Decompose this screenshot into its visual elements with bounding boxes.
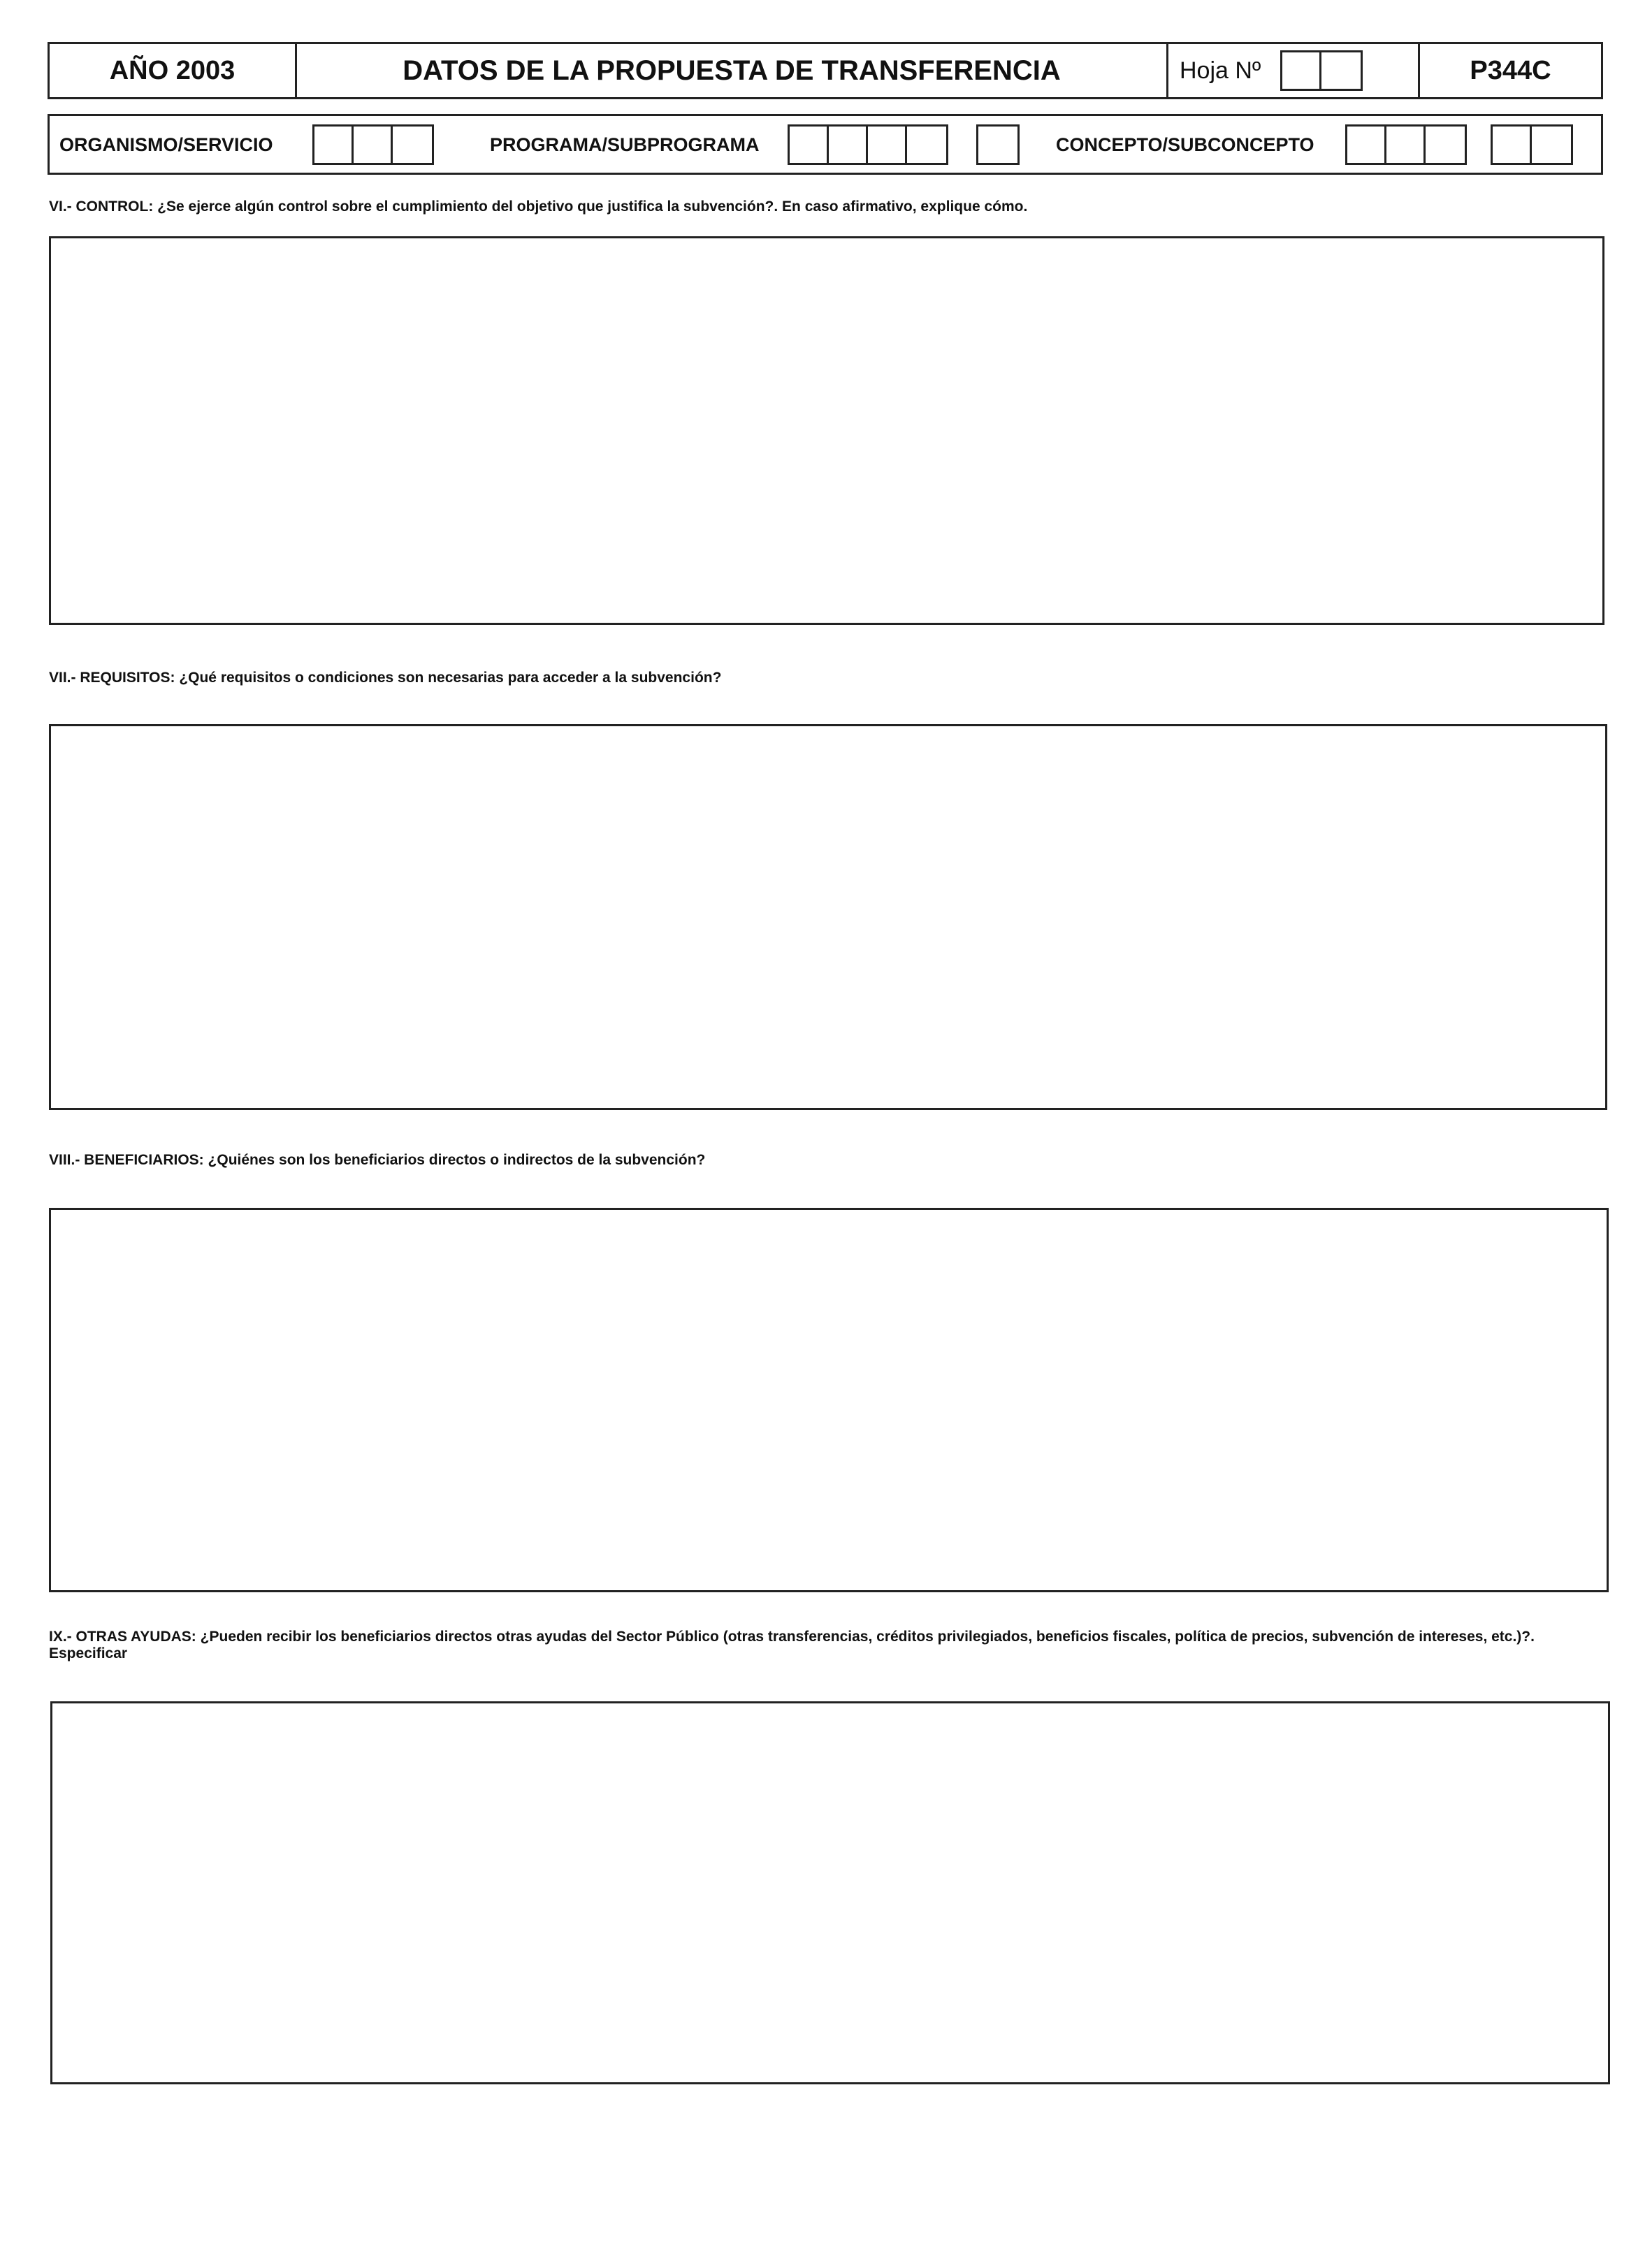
control-answer-box[interactable] xyxy=(49,236,1604,625)
concepto-digit-3[interactable] xyxy=(1426,127,1465,163)
sheet-number-boxes[interactable] xyxy=(1280,50,1363,91)
programa-digit-2[interactable] xyxy=(829,127,868,163)
beneficiarios-question xyxy=(49,1152,1614,1169)
otras-ayudas-prefix: IX.- OTRAS AYUDAS: xyxy=(49,1629,196,1645)
requisitos-question xyxy=(49,670,1614,686)
sheet-number-label: Hoja Nº xyxy=(1180,57,1261,84)
otras-ayudas-answer-box[interactable] xyxy=(50,1701,1610,2084)
control-question xyxy=(49,199,1614,215)
programa-digit-4[interactable] xyxy=(907,127,946,163)
requisitos-answer-box[interactable] xyxy=(49,724,1607,1110)
control-prefix: VI.- CONTROL: xyxy=(49,199,154,215)
otras-ayudas-question xyxy=(49,1629,1614,1662)
form-code: P344C xyxy=(1470,55,1551,85)
requisitos-text: ¿Qué requisitos o condiciones son necesarias para acceder a la subvención? xyxy=(179,670,722,686)
concepto-label: CONCEPTO/SUBCONCEPTO xyxy=(1056,134,1314,155)
programa-code-boxes[interactable] xyxy=(788,124,948,165)
subconcepto-digit-1[interactable] xyxy=(1493,127,1532,163)
form-title: DATOS DE LA PROPUESTA DE TRANSFERENCIA xyxy=(297,44,1168,97)
subconcepto-code-boxes[interactable] xyxy=(1491,124,1573,165)
sheet-digit-2[interactable] xyxy=(1321,52,1361,89)
programa-digit-1[interactable] xyxy=(790,127,829,163)
subprograma-code-box[interactable] xyxy=(976,124,1020,165)
year-label: AÑO 2003 xyxy=(50,44,297,97)
organismo-code-boxes[interactable] xyxy=(312,124,434,165)
requisitos-prefix: VII.- REQUISITOS: xyxy=(49,670,175,686)
concepto-digit-2[interactable] xyxy=(1386,127,1426,163)
organismo-digit-1[interactable] xyxy=(314,127,354,163)
programa-label: PROGRAMA/SUBPROGRAMA xyxy=(490,134,760,155)
concepto-code-boxes[interactable] xyxy=(1345,124,1467,165)
beneficiarios-text: ¿Quiénes son los beneficiarios directos o indirectos de la subvención? xyxy=(208,1152,706,1168)
subprograma-digit-1[interactable] xyxy=(978,127,1017,163)
organismo-label: ORGANISMO/SERVICIO xyxy=(59,134,273,155)
concepto-digit-1[interactable] xyxy=(1347,127,1386,163)
budget-codes-row xyxy=(48,114,1603,175)
form-header xyxy=(48,42,1603,99)
control-text: ¿Se ejerce algún control sobre el cumplimiento del objetivo que justifica la subvención?. En caso afirmativo, explique cómo. xyxy=(157,199,1028,215)
otras-ayudas-text: ¿Pueden recibir los beneficiarios directos otras ayudas del Sector Público (otras transferencias, créditos privilegiados, beneficios fiscales, política de precios, subvención de intereses, etc.)?. Especificar xyxy=(49,1629,1535,1661)
organismo-digit-2[interactable] xyxy=(354,127,393,163)
programa-digit-3[interactable] xyxy=(868,127,907,163)
beneficiarios-prefix: VIII.- BENEFICIARIOS: xyxy=(49,1152,204,1168)
subconcepto-digit-2[interactable] xyxy=(1532,127,1571,163)
organismo-digit-3[interactable] xyxy=(393,127,432,163)
sheet-number-group xyxy=(1168,44,1420,97)
sheet-digit-1[interactable] xyxy=(1282,52,1321,89)
beneficiarios-answer-box[interactable] xyxy=(49,1208,1609,1592)
